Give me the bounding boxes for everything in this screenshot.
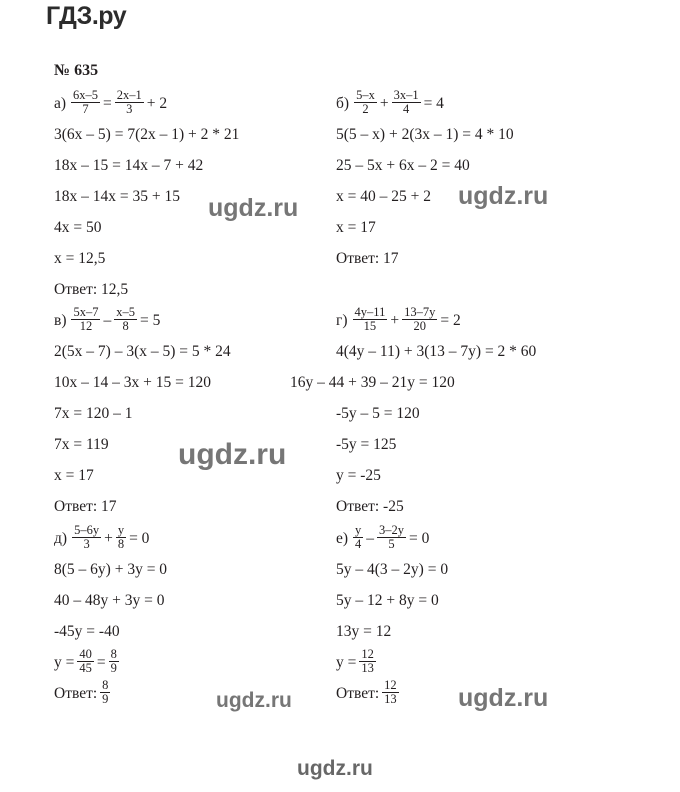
equation-line: д) $\frac{5-6y}{3}$ + $\frac{y}{8}$ = 0 — [54, 523, 167, 554]
fraction: $\frac{8}{9}$ — [110, 646, 117, 675]
solution-step: 10х – 14 – 3х + 15 = 120 — [54, 374, 211, 391]
fraction: $\frac{4y-11}{15}$ — [354, 304, 386, 333]
solution-step: 7х = 119 — [54, 436, 109, 453]
fraction: $\frac{5-x}{2}$ — [356, 87, 375, 116]
task-number: № 635 — [54, 62, 99, 79]
fraction: $\frac{5-6y}{3}$ — [74, 522, 100, 551]
fraction: $\frac{13-7y}{20}$ — [404, 304, 436, 333]
watermark: ugdz.ru — [208, 194, 299, 222]
fraction: $\frac{8}{9}$ — [102, 677, 109, 706]
problem-b — [336, 88, 514, 274]
solution-step: -5у = 125 — [336, 436, 397, 453]
solution-step: х = 40 – 25 + 2 — [336, 188, 431, 205]
problem-e — [336, 523, 448, 709]
fraction: $\frac{y}{4}$ — [355, 522, 362, 551]
answer-line: Ответ: 17 — [54, 498, 117, 515]
solution-step: 40 – 48у + 3у = 0 — [54, 592, 165, 609]
solution-step: х = 17 — [336, 219, 376, 236]
solution-result — [336, 647, 448, 678]
fraction: $\frac{12}{13}$ — [384, 677, 397, 706]
equation-line: г) $\frac{4y-11}{15}$ + $\frac{13-7y}{20}$ = 2 — [336, 305, 536, 336]
watermark: ugdz.ru — [216, 689, 292, 712]
solution-step: 4(4у – 11) + 3(13 – 7у) = 2 * 60 — [336, 343, 537, 360]
watermark: ugdz.ru — [458, 182, 549, 210]
result-prefix: у = — [54, 654, 75, 671]
solution-step: 18х – 15 = 14х – 7 + 42 — [54, 157, 204, 174]
solution-step: -45у = -40 — [54, 623, 120, 640]
result-prefix: у = — [336, 654, 357, 671]
fraction: $\frac{2x-1}{3}$ — [116, 87, 142, 116]
equation-line: в) $\frac{5x-7}{12}$ – $\frac{x-5}{8}$ = 5 — [54, 305, 231, 336]
solution-step: 13у = 12 — [336, 623, 392, 640]
fraction: $\frac{3-2y}{5}$ — [379, 522, 405, 551]
equation-line: е) $\frac{y}{4}$ – $\frac{3-2y}{5}$ = 0 — [336, 523, 448, 554]
solution-step: 8(5 – 6у) + 3у = 0 — [54, 561, 168, 578]
solution-step: 25 – 5х + 6х – 2 = 40 — [336, 157, 470, 174]
problem-a — [54, 88, 239, 305]
answer-line: Ответ: 12,5 — [54, 281, 129, 298]
solution-step: 5(5 – х) + 2(3х – 1) = 4 * 10 — [336, 126, 514, 143]
solution-step: 5у – 12 + 8у = 0 — [336, 592, 439, 609]
fraction: $\frac{y}{8}$ — [117, 522, 125, 551]
tail: = 0 — [129, 530, 150, 547]
answer-prefix: Ответ: — [336, 685, 380, 702]
operator: = — [103, 95, 112, 112]
solution-step: 4х = 50 — [54, 219, 102, 236]
equation-line: а) $\frac{6x-5}{7}$ = $\frac{2x-1}{3}$ + 2 — [54, 88, 239, 119]
operator: – — [103, 312, 112, 329]
answer-prefix: Ответ: — [54, 685, 98, 702]
tail: = 2 — [440, 312, 461, 329]
solution-step: 18х – 14х = 35 + 15 — [54, 188, 180, 205]
site-logo: ГДЗ.ру — [46, 2, 127, 30]
solution-result — [54, 647, 167, 678]
watermark-bottom: ugdz.ru — [297, 757, 373, 780]
equation-line: б) $\frac{5-x}{2}$ + $\frac{3x-1}{4}$ = 4 — [336, 88, 514, 119]
answer-line: Ответ: 17 — [336, 250, 399, 267]
tail: + 2 — [146, 95, 168, 112]
operator: + — [104, 530, 113, 547]
fraction: $\frac{12}{13}$ — [361, 646, 374, 675]
solution-step: 5у – 4(3 – 2у) = 0 — [336, 561, 449, 578]
fraction: $\frac{6x-5}{7}$ — [73, 87, 99, 116]
solution-step: х = 17 — [54, 467, 94, 484]
fraction: $\frac{x-5}{8}$ — [116, 304, 135, 333]
solution-step: х = 12,5 — [54, 250, 106, 267]
solution-step: 16у – 44 + 39 – 21у = 120 — [290, 374, 455, 391]
answer-line: Ответ: -25 — [336, 498, 404, 515]
solution-step: 2(5х – 7) – 3(х – 5) = 5 * 24 — [54, 343, 231, 360]
answer-line — [336, 678, 448, 709]
watermark: ugdz.ru — [178, 438, 287, 471]
problem-d — [54, 523, 167, 709]
solution-step: -5у – 5 = 120 — [336, 405, 420, 422]
operator: – — [366, 530, 375, 547]
equals: = — [96, 654, 106, 671]
solution-step: 7х = 120 – 1 — [54, 405, 133, 422]
solution-step: 3(6x – 5) = 7(2x – 1) + 2 * 21 — [54, 126, 240, 143]
fraction: $\frac{3x-1}{4}$ — [393, 87, 419, 116]
fraction: $\frac{5x-7}{12}$ — [73, 304, 99, 333]
tail: = 4 — [423, 95, 444, 112]
operator: + — [379, 95, 389, 112]
operator: + — [390, 312, 400, 329]
tail: = 0 — [409, 530, 430, 547]
problem-v — [54, 305, 231, 522]
problem-g — [290, 304, 537, 522]
tail: = 5 — [139, 312, 161, 329]
answer-line — [54, 678, 167, 709]
watermark: ugdz.ru — [458, 684, 549, 712]
fraction: $\frac{40}{45}$ — [79, 646, 92, 675]
solution-step: у = -25 — [336, 467, 381, 484]
